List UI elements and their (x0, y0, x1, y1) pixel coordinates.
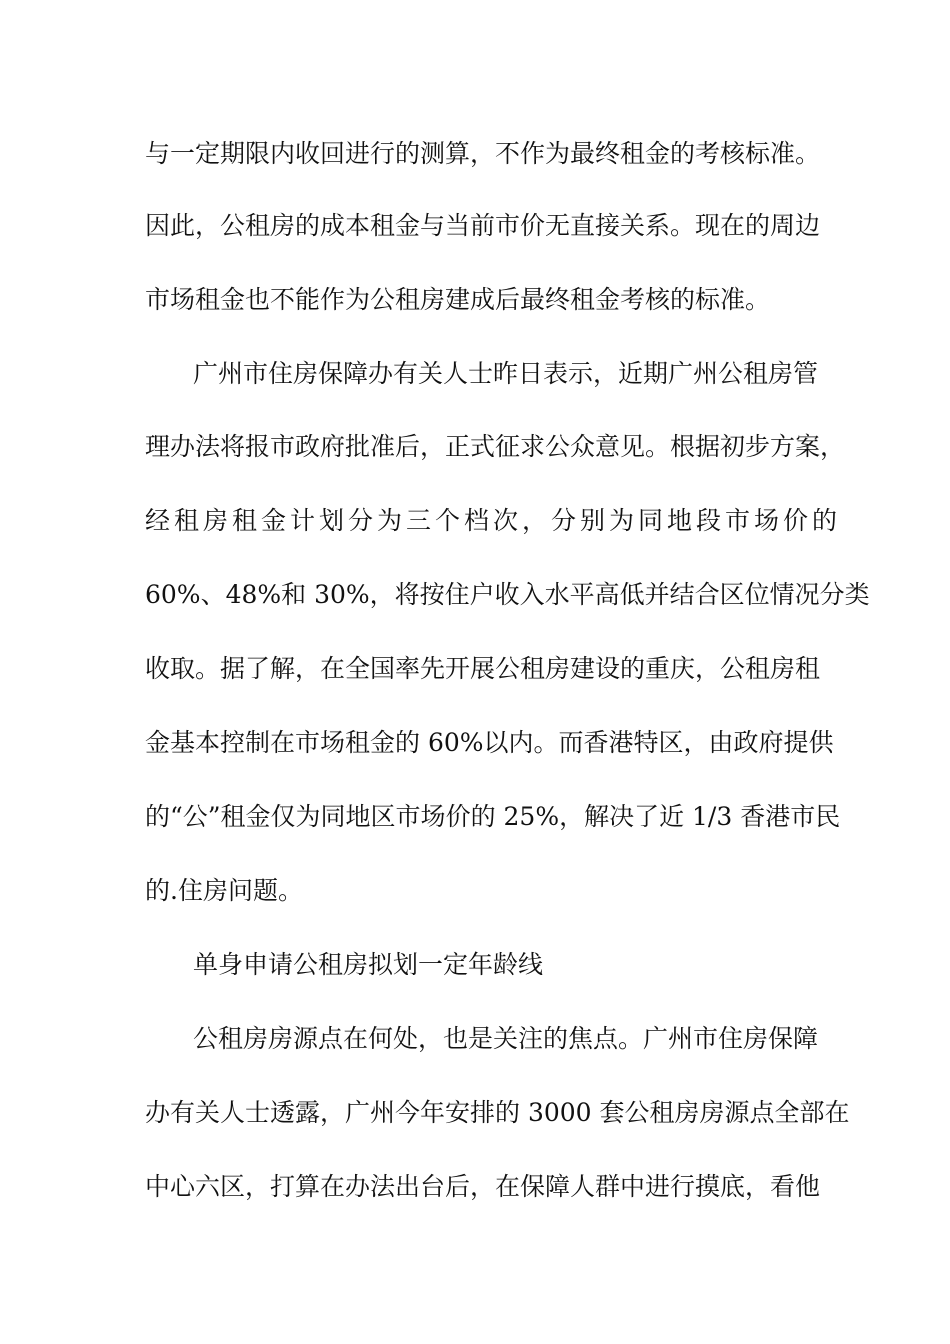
text-line: 中心六区，打算在办法出台后，在保障人群中进行摸底，看他 (145, 1172, 821, 1201)
text-line: 办有关人士透露，广州今年安排的 3000 套公租房房源点全部在 (145, 1098, 850, 1127)
text-line: 的.住房问题。 (145, 876, 303, 905)
text-line: 的“公”租金仅为同地区市场价的 25%，解决了近 1/3 香港市民 (145, 802, 841, 831)
paragraph-start-line: 公租房房源点在何处，也是关注的焦点。广州市住房保障 (193, 1024, 819, 1053)
text-line: 因此，公租房的成本租金与当前市价无直接关系。现在的周边 (145, 211, 821, 240)
text-line: 收取。据了解，在全国率先开展公租房建设的重庆，公租房租 (145, 654, 821, 683)
text-line: 市场租金也不能作为公租房建成后最终租金考核的标准。 (145, 285, 771, 314)
text-line: 经租房租金计划分为三个档次，分别为同地段市场价的 (145, 506, 842, 535)
text-line: 理办法将报市政府批准后，正式征求公众意见。根据初步方案， (145, 432, 846, 461)
paragraph-start-line: 广州市住房保障办有关人士昨日表示，近期广州公租房管 (193, 359, 819, 388)
text-line: 金基本控制在市场租金的 60%以内。而香港特区，由政府提供 (145, 728, 834, 757)
text-line: 与一定期限内收回进行的测算，不作为最终租金的考核标准。 (145, 139, 821, 168)
section-heading: 单身申请公租房拟划一定年龄线 (193, 950, 544, 979)
text-line: 60%、48%和 30%，将按住户收入水平高低并结合区位情况分类 (145, 580, 870, 609)
